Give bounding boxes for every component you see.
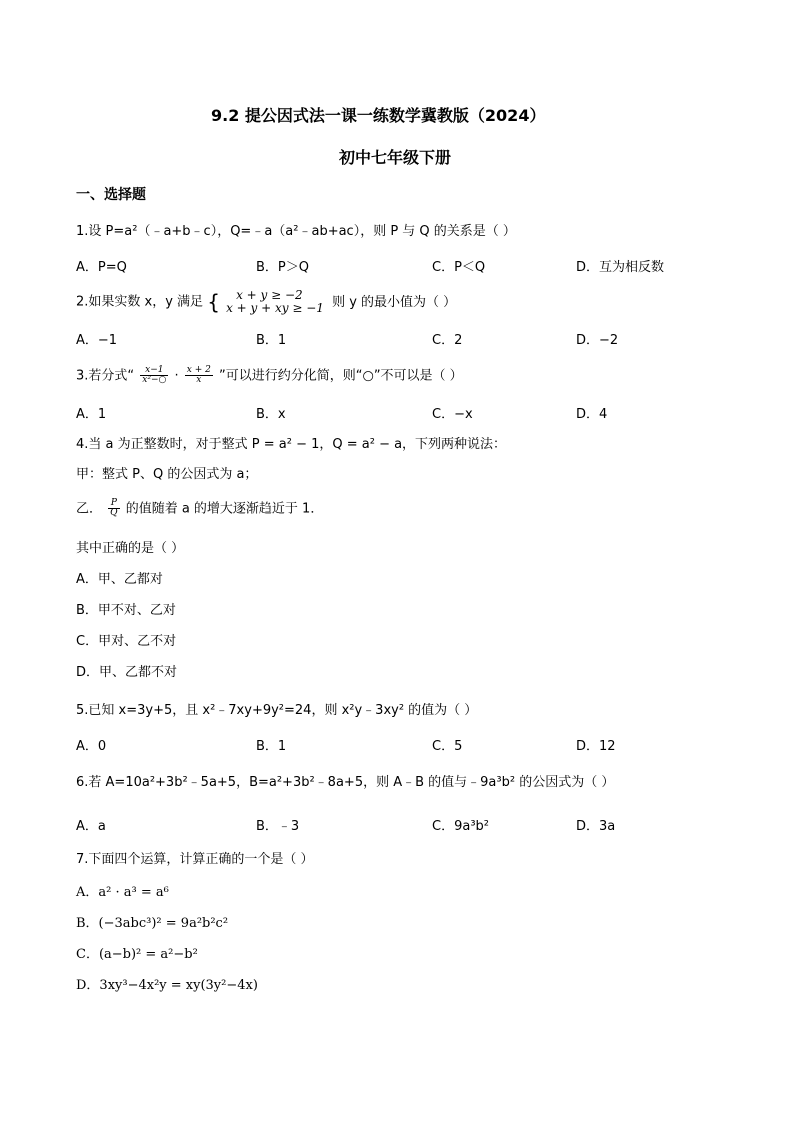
q7-option-b[interactable]: B．(−3abc³)² = 9a²b²c² bbox=[76, 916, 229, 931]
inequality-2: x + y + xy ≥ −1 bbox=[226, 301, 324, 316]
fraction-1-denominator: x²−○ bbox=[142, 375, 167, 386]
page-title: 9.2 提公因式法一课一练数学冀教版（2024） bbox=[211, 106, 546, 125]
fraction-2 bbox=[185, 366, 213, 386]
question-1-stem: 1.设 P=a²（﹣a+b﹣c），Q=﹣a（a²﹣ab+ac），则 P 与 Q 的关系是（ ） bbox=[76, 224, 516, 239]
fraction-2-numerator: x + 2 bbox=[186, 365, 211, 375]
q4-option-d[interactable]: D．甲、乙都不对 bbox=[76, 665, 178, 680]
q7-option-c[interactable]: C．(a−b)² = a²−b² bbox=[76, 947, 198, 962]
question-6-stem: 6.若 A=10a²+3b²﹣5a+5，B=a²+3b²﹣8a+5，则 A﹣B 的值与﹣9a³b² 的公因式为（ ） bbox=[76, 775, 615, 790]
q1-option-a[interactable]: A．P=Q bbox=[76, 260, 127, 275]
q4-which-correct: 其中正确的是（ ） bbox=[76, 541, 185, 556]
q5-option-c[interactable]: C．5 bbox=[432, 739, 463, 754]
q4-option-b[interactable]: B．甲不对、乙对 bbox=[76, 603, 176, 618]
q4-statement-yi bbox=[76, 499, 323, 519]
fraction-q: Q bbox=[110, 508, 118, 519]
question-3-stem bbox=[76, 366, 463, 386]
q3-stem-suffix: ”可以进行约分化简，则“○”不可以是（ ） bbox=[219, 368, 463, 384]
q7-option-d[interactable]: D．3xy³−4x²y = xy(3y²−4x) bbox=[76, 978, 258, 993]
fraction-1-numerator: x−1 bbox=[140, 366, 168, 376]
q2-option-b[interactable]: B．1 bbox=[256, 333, 287, 348]
fraction-1 bbox=[140, 366, 168, 386]
question-7-stem: 7.下面四个运算，计算正确的一个是（ ） bbox=[76, 852, 314, 867]
q2-stem-suffix: 则 y 的最小值为（ ） bbox=[332, 294, 457, 310]
page-subtitle: 初中七年级下册 bbox=[339, 148, 452, 167]
q3-option-c[interactable]: C．−x bbox=[432, 407, 473, 422]
q7-option-a[interactable]: A．a² · a³ = a⁶ bbox=[76, 885, 169, 900]
fraction-p-over-q bbox=[108, 499, 119, 519]
question-5-stem: 5.已知 x=3y+5，且 x²﹣7xy+9y²=24，则 x²y﹣3xy² 的值为（ ） bbox=[76, 703, 478, 718]
q2-option-c[interactable]: C．2 bbox=[432, 333, 463, 348]
fraction-2-denominator: x bbox=[196, 375, 202, 386]
q4-statement-jia: 甲：整式 P、Q 的公因式为 a； bbox=[76, 467, 258, 482]
question-4-stem: 4.当 a 为正整数时，对于整式 P = a² − 1，Q = a² − a，下列两种说法： bbox=[76, 437, 507, 452]
q1-option-c[interactable]: C．P＜Q bbox=[432, 260, 486, 275]
q5-option-a[interactable]: A．0 bbox=[76, 739, 107, 754]
q1-option-b[interactable]: B．P＞Q bbox=[256, 260, 309, 275]
q2-option-d[interactable]: D．−2 bbox=[576, 333, 619, 348]
q6-option-d[interactable]: D．3a bbox=[576, 819, 616, 834]
q3-option-d[interactable]: D．4 bbox=[576, 407, 608, 422]
q6-option-c[interactable]: C．9a³b² bbox=[432, 819, 489, 834]
inequality-1: x + y ≥ −2 bbox=[236, 288, 303, 302]
brace-symbol: { bbox=[207, 290, 220, 315]
q1-option-d[interactable]: D．互为相反数 bbox=[576, 260, 665, 275]
q4-yi-suffix: 的值随着 a 的增大逐渐趋近于 1． bbox=[125, 501, 324, 517]
q6-option-a[interactable]: A．a bbox=[76, 819, 106, 834]
q6-option-b[interactable]: B．﹣3 bbox=[256, 819, 300, 834]
q4-option-a[interactable]: A．甲、乙都对 bbox=[76, 572, 163, 587]
q4-yi-prefix: 乙． bbox=[76, 501, 103, 517]
q4-option-c[interactable]: C．甲对、乙不对 bbox=[76, 634, 177, 649]
section-heading: 一、选择题 bbox=[76, 187, 146, 203]
q2-stem-prefix: 2.如果实数 x，y 满足 bbox=[76, 294, 204, 310]
q3-option-b[interactable]: B．x bbox=[256, 407, 286, 422]
q5-option-d[interactable]: D．12 bbox=[576, 739, 616, 754]
inequality-system bbox=[226, 289, 324, 315]
q5-option-b[interactable]: B．1 bbox=[256, 739, 287, 754]
q2-option-a[interactable]: A．−1 bbox=[76, 333, 118, 348]
q3-option-a[interactable]: A．1 bbox=[76, 407, 107, 422]
question-2-stem bbox=[76, 289, 456, 315]
q3-stem-prefix: 3.若分式“ bbox=[76, 368, 135, 384]
multiply-dot: · bbox=[174, 368, 179, 384]
fraction-p: P bbox=[108, 499, 119, 509]
